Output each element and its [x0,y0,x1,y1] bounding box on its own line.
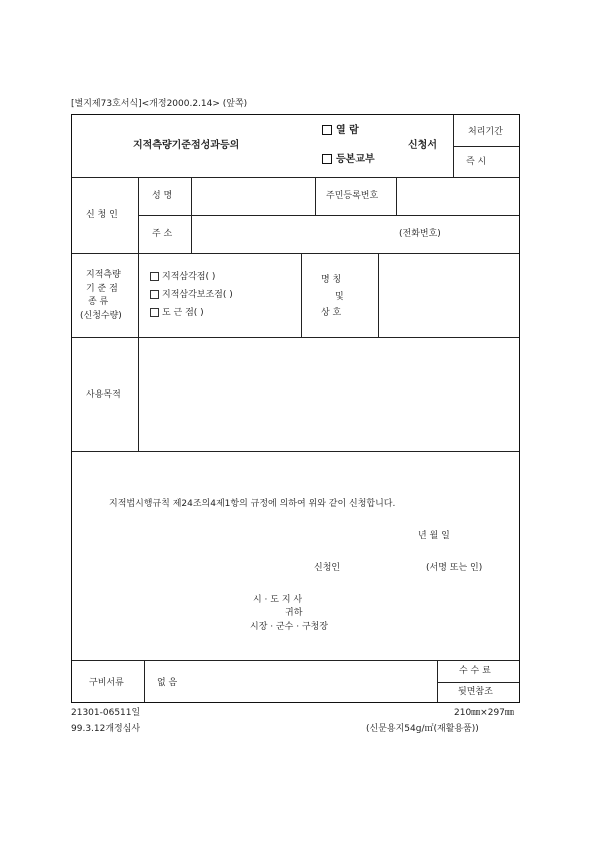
rule-name-label-left [301,253,302,337]
rule-fee-mid [437,682,519,683]
date-line[interactable]: 년 월 일 [418,531,450,541]
name-trade-label-3: 상 호 [321,308,342,318]
view-checkbox[interactable] [322,125,332,135]
documents-value: 없 음 [157,678,178,688]
option-auxiliary[interactable] [150,290,233,301]
processing-value: 즉 시 [466,157,487,167]
paper-size: 210㎜×297㎜ [454,708,514,718]
name-trade-label-1: 명 칭 [321,275,342,285]
fee-label: 수 수 료 [459,666,491,676]
rule-processing-mid [453,146,519,147]
rule-purpose-bottom [72,451,519,452]
rule-applicant-mid [138,215,519,216]
recipient-line-3: 시장 · 군수 · 구청장 [250,622,329,632]
phone-label: (전화번호) [399,229,441,239]
traverse-label: 도 근 점( ) [162,308,204,318]
rule-rrn-right [396,177,397,215]
recipient-line-1: 시 · 도 지 사 [253,595,303,605]
option-view[interactable] [322,125,359,136]
declaration-statement: 지적법시행규칙 제24조의4제1항의 규정에 의하여 위와 같이 신청합니다. [109,499,396,509]
option-triangulation[interactable] [150,272,215,283]
rule-processing-left [453,115,454,177]
applicant-section-label: 신 청 인 [86,210,118,220]
signer-label: 신청인 [314,563,341,573]
option-traverse[interactable] [150,308,204,319]
paper-spec: (신문용지54g/㎡(재활용품)) [366,724,479,734]
traverse-checkbox[interactable] [150,308,159,317]
form-title-suffix: 신청서 [408,140,437,151]
option-copy-label: 등본교부 [336,154,375,165]
copy-checkbox[interactable] [322,154,332,164]
processing-label: 처리기간 [468,127,503,137]
documents-label: 구비서류 [89,678,124,688]
purpose-label: 사용목적 [86,390,121,400]
rule-title-bottom [72,177,519,178]
name-trade-label-2: 및 [335,292,344,302]
form-code: 21301-06511일 [71,708,141,718]
option-view-label: 열 람 [336,125,359,136]
rule-name-label-right [378,253,379,337]
rule-declaration-bottom [72,660,519,661]
triangulation-label: 지적삼각점( ) [162,272,216,282]
rule-applicant-field [191,177,192,253]
recipient-line-2: 귀하 [285,608,303,618]
option-copy[interactable] [322,154,375,165]
revision-note: 99.3.12개정심사 [71,724,141,734]
point-type-label-1: 지적측량 [86,270,121,280]
triangulation-checkbox[interactable] [150,272,159,281]
point-type-label-3: 종 류 [88,297,109,307]
point-type-label-4: (신청수량) [80,311,122,321]
point-type-label-2: 기 준 점 [86,284,118,294]
rule-applicant-bottom [72,253,519,254]
address-label: 주 소 [152,229,173,239]
form-title: 지적측량기준점성과등의 [133,140,240,151]
auxiliary-label: 지적삼각보조점( ) [162,290,233,300]
fee-value: 뒷면참조 [458,687,493,697]
form-reference: [별지제73호서식]<개정2000.2.14> (앞쪽) [71,99,248,109]
signature-label: (서명 또는 인) [426,563,483,573]
auxiliary-checkbox[interactable] [150,290,159,299]
rule-label-column [138,177,139,452]
rule-rrn-left [315,177,316,215]
rule-documents-left [144,660,145,702]
rrn-label: 주민등록번호 [326,191,379,201]
name-label: 성 명 [152,191,173,201]
rule-fee-left [437,660,438,702]
rule-point-bottom [72,337,519,338]
